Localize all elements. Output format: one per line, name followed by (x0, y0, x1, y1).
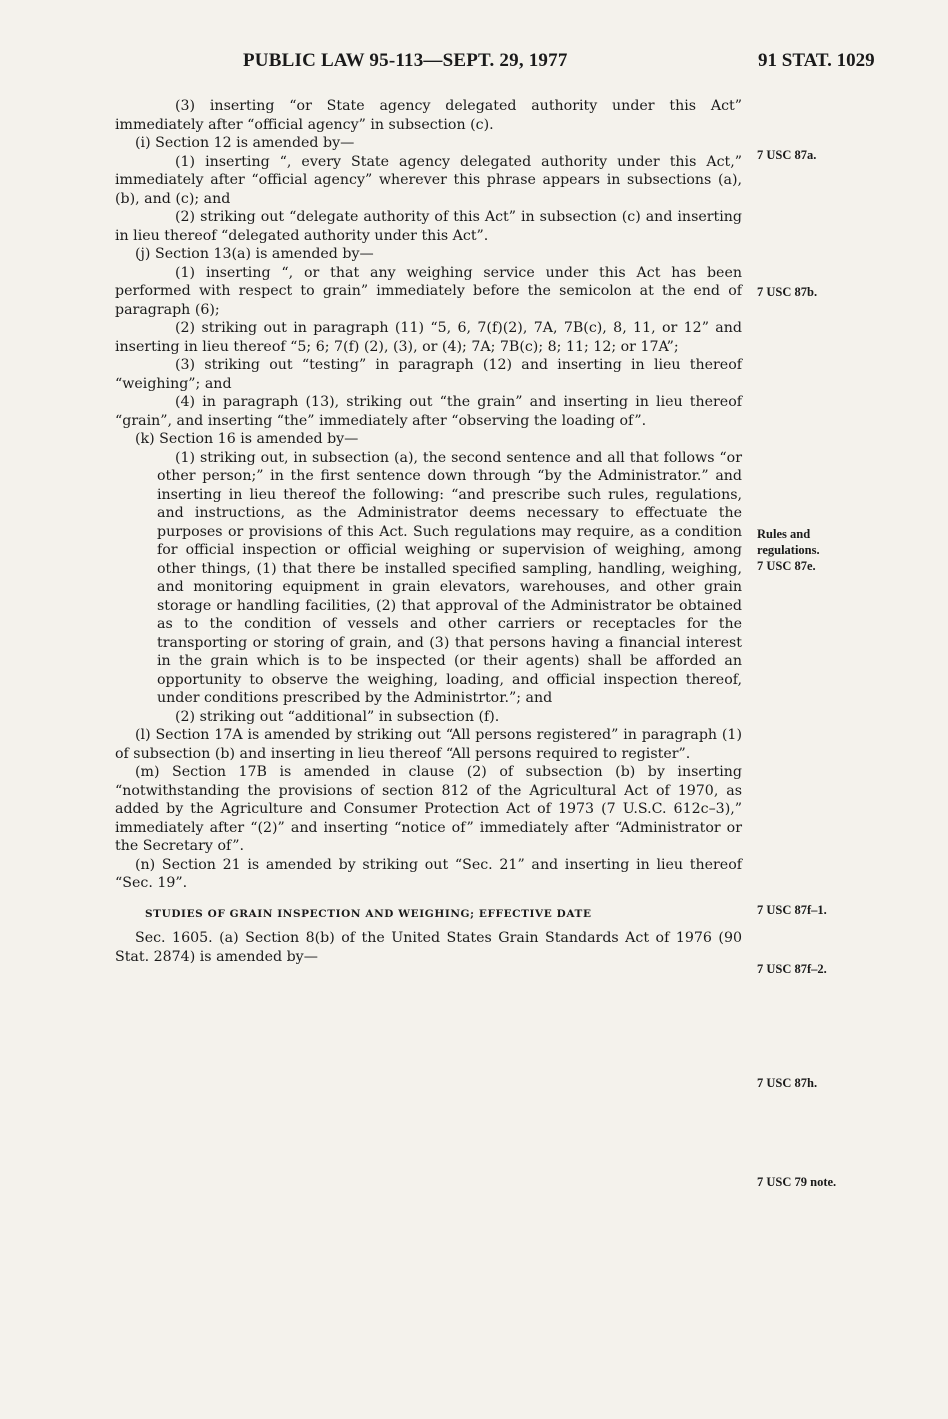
paragraph-j-2: (2) striking out in paragraph (11) “5, 6, 7(f)(2), 7A, 7B(c), 8, 11, or 12” and inserting in lieu thereof “5; 6; 7(f) (2), (3), or (4); 7A; 7B(c); 8; 11; 12; or 17A”; (115, 320, 742, 355)
section-1605-paragraph: Sec. 1605. (a) Section 8(b) of the United States Grain Standards Act of 1976 (90 Stat. 2874) is amended by— (115, 930, 742, 965)
sidenote-regulations-label: regulations. (757, 543, 820, 557)
paragraph-k-1: (1) striking out, in subsection (a), the second sentence and all that follows “or other person;” in the first sentence down through “by the Administrator.” and inserting in lieu thereof the following: “and prescribe such rules, regulations, and instructions, as the Administrator deems necessary to effectuate the purposes or provisions of this Act. Such regulations may require, as a condition for official inspection or official weighing or supervision of weighing, among other things, (1) that there be installed specified sampling, handling, weighing, and monitoring equipment in grain elevators, warehouses, and other grain storage or handling facilities, (2) that approval of the Administrator be obtained as to the condition of vessels and other carriers or receptacles for the transporting or storing of grain, and (3) that persons having a financial interest in the grain which is to be inspected (or their agents) shall be afforded an opportunity to observe the weighing, loading, and official inspection thereof, under conditions prescribed by the Administrtor.”; and (157, 449, 742, 706)
sidenote-7-usc-87h: 7 USC 87h. (757, 1076, 818, 1090)
paragraph-i-1: (1) inserting “, every State agency delegated authority under this Act,” immediately after “official agency” wherever this phrase appears in subsections (a), (b), and (c); and (115, 153, 742, 207)
sidenote-7-usc-79-note: 7 USC 79 note. (757, 1175, 837, 1189)
sidenote-7-usc-87f-2: 7 USC 87f–2. (757, 962, 827, 976)
sidenote-rules-label: Rules and (757, 527, 811, 541)
paragraph-i: (i) Section 12 is amended by— (135, 135, 355, 151)
sidenote-7-usc-87e: 7 USC 87e. (757, 559, 816, 573)
paragraph-j: (j) Section 13(a) is amended by— (135, 246, 374, 262)
paragraph-i-2: (2) striking out “delegate authority of this Act” in subsection (c) and inserting in lieu thereof “delegated authority under this Act”. (115, 209, 742, 244)
paragraph-j-3: (3) striking out “testing” in paragraph (12) and inserting in lieu thereof “weighing”; and (115, 357, 742, 392)
paragraph-j-1: (1) inserting “, or that any weighing service under this Act has been performed with respect to grain” immediately before the semicolon at the end of paragraph (6); (115, 264, 742, 318)
statute-page-number: 91 STAT. 1029 (758, 50, 875, 71)
paragraph-j-4: (4) in paragraph (13), striking out “the grain” and inserting in lieu thereof “grain”, and inserting “the” immediately after “observing the loading of”. (115, 394, 742, 429)
body-text (115, 97, 742, 966)
sidenote-7-usc-87b: 7 USC 87b. (757, 285, 818, 299)
public-law-title: PUBLIC LAW 95-113—SEPT. 29, 1977 (243, 50, 568, 71)
paragraph-k: (k) Section 16 is amended by— (135, 431, 359, 447)
paragraph-k-2: (2) striking out “additional” in subsection (f). (175, 708, 500, 725)
sidenote-7-usc-87f-1: 7 USC 87f–1. (757, 903, 827, 917)
paragraph-m: (m) Section 17B is amended in clause (2) of subsection (b) by inserting “notwithstanding the provisions of section 812 of the Agricultural Act of 1970, as added by the Agriculture and Consumer Protection Act of 1973 (7 U.S.C. 612c–3),” immediately after “(2)” and inserting “notice of” immediately after “Administrator or the Secretary of”. (115, 764, 742, 854)
sidenote-7-usc-87a: 7 USC 87a. (757, 148, 817, 162)
paragraph-n: (n) Section 21 is amended by striking out “Sec. 21” and inserting in lieu thereof “Sec. 19”. (115, 856, 742, 891)
page-header (0, 50, 948, 82)
paragraph-l: (l) Section 17A is amended by striking out “All persons registered” in paragraph (1) of subsection (b) and inserting in lieu thereof “All persons required to register”. (115, 727, 742, 762)
section-heading: STUDIES OF GRAIN INSPECTION AND WEIGHING; EFFECTIVE DATE (145, 907, 592, 920)
paragraph-i-3: (3) inserting “or State agency delegated authority under this Act” immediately after “official agency” in subsection (c). (115, 98, 742, 133)
